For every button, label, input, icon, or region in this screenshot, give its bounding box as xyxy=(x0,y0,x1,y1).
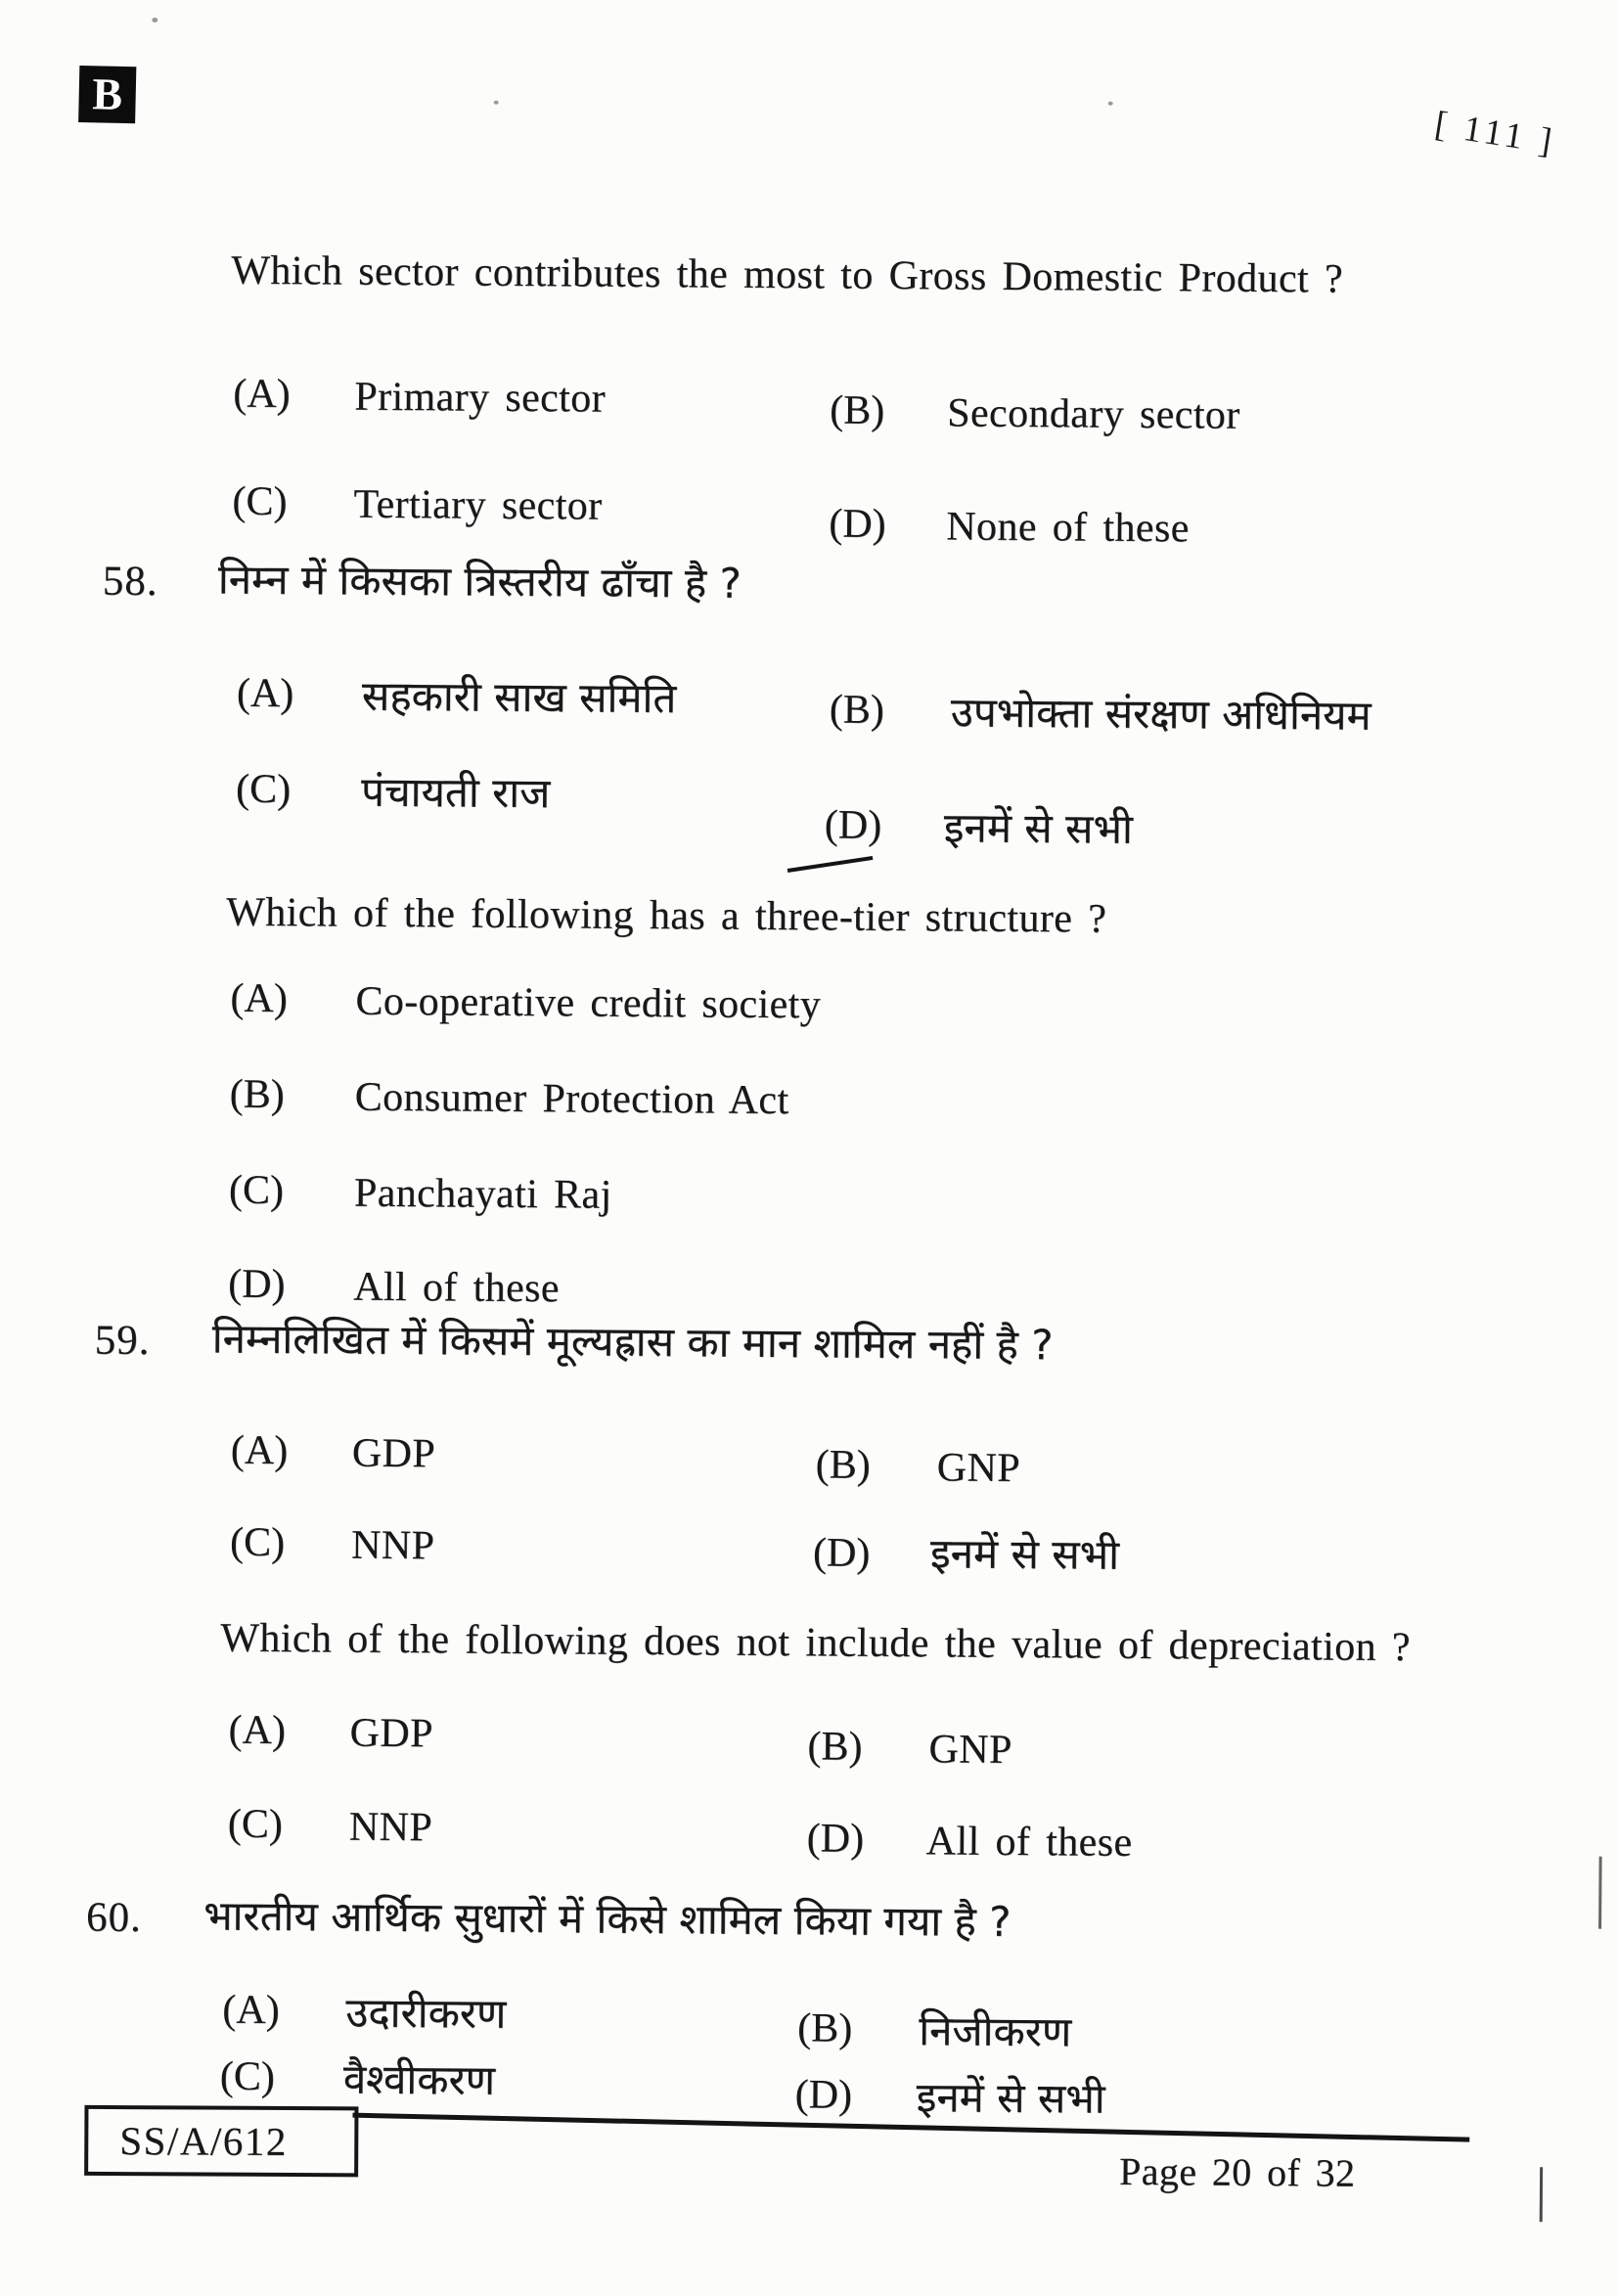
question-text-english: Which of the following has a three-tier structure ? xyxy=(225,889,1107,942)
option-label: (B) xyxy=(829,687,884,733)
option-text: All of these xyxy=(352,1264,561,1312)
option-label: (D) xyxy=(829,501,886,547)
option-text: Tertiary sector xyxy=(353,481,603,529)
question-number: 60. xyxy=(85,1894,143,1941)
option-text: NNP xyxy=(350,1522,435,1569)
option-label: (C) xyxy=(229,1519,286,1566)
option-label: (B) xyxy=(830,387,885,433)
option-text: GNP xyxy=(936,1445,1021,1492)
option-text: Secondary sector xyxy=(947,390,1240,438)
page-number: Page 20 of 32 xyxy=(1118,2148,1356,2195)
option-text: GDP xyxy=(351,1430,436,1477)
option-text: NNP xyxy=(348,1804,433,1851)
option-label: (D) xyxy=(794,2072,853,2118)
series-badge-letter: B xyxy=(91,68,123,119)
question-text-hindi: निम्न में किसका त्रिस्तरीय ढाँचा है ? xyxy=(217,555,742,608)
option-label: (C) xyxy=(219,2053,276,2100)
page-marker: [ 111 ] xyxy=(1432,104,1558,163)
option-label: (B) xyxy=(797,2005,853,2051)
option-label: (A) xyxy=(236,670,294,717)
option-label: (B) xyxy=(815,1442,871,1488)
option-text: GNP xyxy=(928,1727,1012,1773)
option-label: (A) xyxy=(230,1427,289,1474)
option-label: (A) xyxy=(228,1707,287,1754)
option-text: Panchayati Raj xyxy=(353,1170,612,1218)
option-text: GDP xyxy=(349,1710,433,1757)
option-text: पंचायती राज xyxy=(360,767,551,818)
option-text: Consumer Protection Act xyxy=(354,1074,789,1124)
scan-mark xyxy=(1540,2167,1543,2222)
question-text-hindi: निम्नलिखित में किसमें मूल्यह्रास का मान शामिल नहीं है ? xyxy=(211,1314,1054,1370)
footer-rule xyxy=(352,2113,1469,2142)
option-label: (D) xyxy=(812,1530,871,1576)
option-label: (D) xyxy=(824,802,882,848)
question-text-english: Which sector contributes the most to Gross Domestic Product ? xyxy=(231,248,1344,302)
option-label: (A) xyxy=(222,1987,280,2034)
option-text: Co-operative credit society xyxy=(355,978,822,1028)
option-label: (B) xyxy=(229,1071,285,1118)
question-text-hindi: भारतीय आर्थिक सुधारों में किसे शामिल किया गया है ? xyxy=(202,1891,1011,1946)
option-text: इनमें से सभी xyxy=(916,2073,1105,2123)
paper-code-box xyxy=(84,2105,358,2177)
question-text-english: Which of the following does not include the value of depreciation ? xyxy=(220,1615,1412,1671)
option-label: (A) xyxy=(233,371,291,418)
option-text: वैश्वीकरण xyxy=(342,2054,496,2104)
option-text: सहकारी साख समिति xyxy=(361,671,677,723)
option-text: उपभोक्ता संरक्षण अधिनियम xyxy=(950,688,1371,740)
question-number: 59. xyxy=(94,1317,151,1365)
question-number: 58. xyxy=(102,558,158,606)
scan-mark xyxy=(152,18,157,23)
option-label: (C) xyxy=(227,1801,284,1848)
option-label: (D) xyxy=(806,1816,865,1862)
scan-mark xyxy=(1598,1857,1602,1929)
option-text: निजीकरण xyxy=(919,2006,1072,2056)
option-label: (C) xyxy=(228,1167,285,1214)
paper-code: SS/A/612 xyxy=(119,2118,288,2164)
stray-underline-mark xyxy=(787,856,874,873)
option-text: इनमें से सभी xyxy=(929,1529,1120,1579)
option-text: Primary sector xyxy=(354,374,607,422)
scan-mark xyxy=(494,101,499,105)
option-label: (D) xyxy=(228,1261,286,1308)
option-text: All of these xyxy=(925,1819,1133,1866)
scan-mark xyxy=(1108,102,1113,106)
option-label: (C) xyxy=(235,766,292,813)
option-text: उदारीकरण xyxy=(345,1988,507,2038)
option-text: None of these xyxy=(946,504,1190,552)
option-label: (C) xyxy=(232,478,288,525)
series-badge xyxy=(78,66,136,123)
option-text: इनमें से सभी xyxy=(943,803,1134,853)
option-label: (B) xyxy=(807,1724,863,1770)
option-label: (A) xyxy=(230,975,288,1022)
